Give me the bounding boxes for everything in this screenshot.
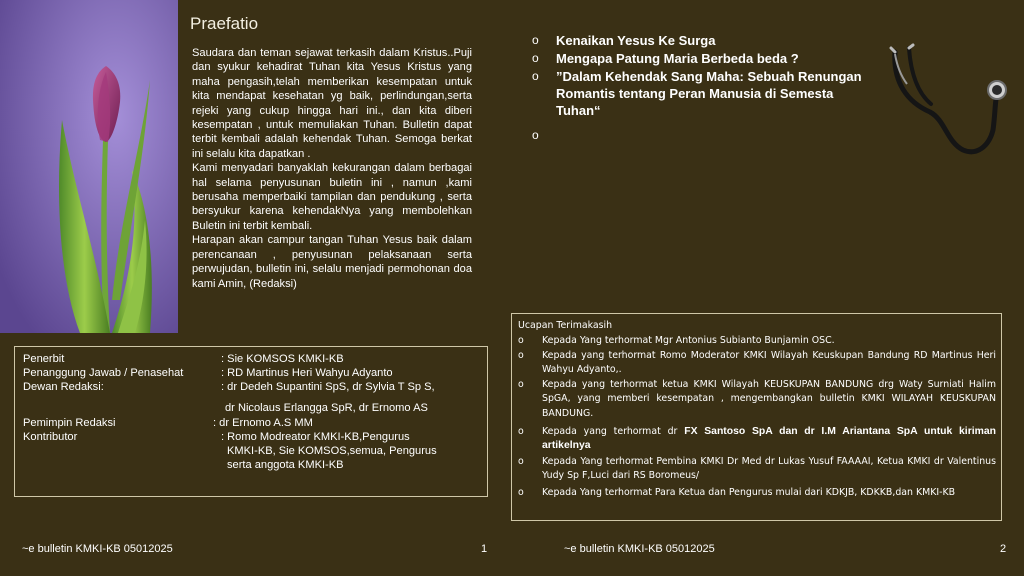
list-item — [532, 127, 877, 144]
thanks-item — [518, 425, 996, 454]
preface-body — [192, 46, 472, 291]
dewan-label: Dewan Redaksi: — [23, 381, 104, 393]
thanks-item — [518, 455, 996, 484]
preface-paragraph: Kami menyadari banyaklah kekurangan dalam berbagai hal selama penyusunan buletin ini , namun ,kami berusaha memperbaiki tampilan dan pendukung , serta bersyukur karena kehendakNya yang membolehkan Buletin ini terbit kembali. — [192, 162, 472, 232]
pj-value: : RD Martinus Heri Wahyu Adyanto — [221, 367, 393, 379]
bullet-icon: o — [518, 426, 524, 437]
bullet-icon: o — [518, 487, 524, 498]
article-list — [532, 32, 877, 145]
thanks-text: Kepada Yang terhormat Para Ketua dan Pengurus mulai dari KDKJB, KDKKB,dan KMKI-KB — [542, 487, 956, 498]
penerbit-value: : Sie KOMSOS KMKI-KB — [221, 353, 344, 365]
thanks-text: Kepada Yang terhormat Pembina KMKI Dr Med dr Lukas Yusuf FAAAAI, Ketua KMKI dr Valentinus Yudy Sp F,Luci dari RS Boromeus/ — [542, 456, 996, 482]
pj-label: Penanggung Jawab / Penasehat — [23, 367, 184, 379]
thanks-text-bold: FX Santoso SpA dan dr I.M Ariantana SpA untuk kiriman artikelnya — [542, 426, 996, 452]
kontributor-label: Kontributor — [23, 431, 78, 443]
pemimpin-label: Pemimpin Redaksi — [23, 417, 116, 429]
bullet-icon: o — [532, 69, 539, 83]
thanks-box — [511, 313, 1002, 521]
article-title: Kenaikan Yesus Ke Surga — [556, 33, 716, 48]
thanks-text: Kepada Yang terhormat Mgr Antonius Subianto Bunjamin OSC. — [542, 335, 835, 346]
thanks-text — [542, 425, 996, 454]
bullet-icon: o — [532, 128, 539, 142]
thanks-item — [518, 334, 996, 348]
kontributor-value: : Romo Modreator KMKI-KB,Pengurus — [221, 431, 410, 443]
page-number: 1 — [481, 543, 488, 555]
dewan-value: : dr Dedeh Supantini SpS, dr Sylvia T Sp S, — [221, 381, 435, 393]
page-number: 2 — [1000, 543, 1007, 555]
page-title: Praefatio — [190, 14, 259, 33]
kontributor-value: KMKI-KB, Sie KOMSOS,semua, Pengurus — [227, 445, 437, 457]
footer-left-text: ~e bulletin KMKI-KB 05012025 — [22, 543, 173, 555]
thanks-text: Kepada yang terhormat ketua KMKI Wilayah KEUSKUPAN BANDUNG drg Waty Surniati Halim SpGA, yang memberi kesempatan , mengembangkan bulletin KMKI WILAYAH KEUSKUPAN BANDUNG. — [542, 379, 996, 419]
bullet-icon: o — [532, 51, 539, 65]
article-title: Mengapa Patung Maria Berbeda beda ? — [556, 51, 799, 66]
credits-box — [14, 346, 488, 497]
bullet-icon: o — [518, 350, 524, 361]
kontributor-value: serta anggota KMKI-KB — [227, 459, 344, 471]
thanks-text: Kepada yang terhormat Romo Moderator KMKI Wilayah Keuskupan Bandung RD Martinus Heri Wahyu Adyanto,. — [542, 350, 996, 376]
bullet-icon: o — [518, 335, 524, 346]
list-item — [532, 32, 877, 49]
thanks-item — [518, 349, 996, 378]
article-title: ”Dalam Kehendak Sang Maha: Sebuah Renungan Romantis tentang Peran Manusia di Semesta Tuhan“ — [556, 69, 862, 118]
thanks-item — [518, 486, 996, 500]
pemimpin-value: : dr Ernomo A.S MM — [213, 417, 313, 429]
list-item — [532, 68, 877, 119]
bullet-icon: o — [518, 379, 524, 390]
thanks-heading: Ucapan Terimakasih — [518, 320, 613, 331]
dewan-value: dr Nicolaus Erlangga SpR, dr Ernomo AS — [225, 402, 428, 414]
bullet-icon: o — [532, 33, 539, 47]
tulip-photo — [0, 0, 178, 333]
penerbit-label: Penerbit — [23, 353, 65, 365]
bullet-icon: o — [518, 456, 524, 467]
stethoscope-icon — [885, 42, 1010, 162]
preface-paragraph: Harapan akan campur tangan Tuhan Yesus baik dalam perencanaan , penyusunan pelaksanaan serta perwujudan, bulletin ini, selalu menjadi permohonan doa kami Amin, (Redaksi) — [192, 234, 472, 290]
preface-paragraph: Saudara dan teman sejawat terkasih dalam Kristus..Puji dan syukur kehadirat Tuhan kita Yesus Kristus yang maha pengasih,telah memberikan kesempatan untuk kita mendapat kesehatan yg baik, perlindungan,serta rejeki yang cukup hingga hari ini., dan kita diberi kesempatan , untuk memuliakan Tuhan. Bulletin dapat terbit kembali adalah kehendak Tuhan. Semoga berkat ini selalu kita dapatkan . — [192, 47, 472, 160]
thanks-item — [518, 378, 996, 421]
list-item — [532, 50, 877, 67]
footer-right-text: ~e bulletin KMKI-KB 05012025 — [564, 543, 715, 555]
thanks-text-plain: Kepada yang terhormat dr — [542, 426, 685, 437]
